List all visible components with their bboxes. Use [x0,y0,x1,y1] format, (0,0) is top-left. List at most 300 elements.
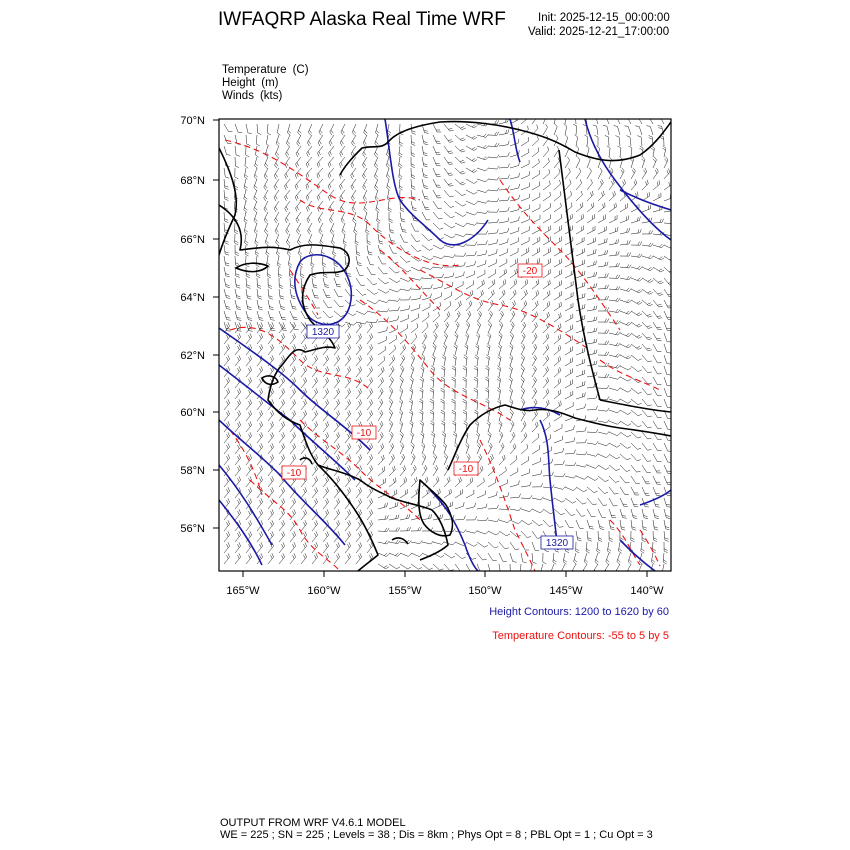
wind-barb-flag [228,322,230,326]
wind-barb-flag [315,522,317,526]
wind-barb [257,370,263,377]
wind-barb-flag [399,177,402,179]
wind-barb [488,423,490,432]
wind-barb-flag [390,230,394,231]
wind-barb-flag [623,518,627,519]
wind-barb-flag [589,526,593,527]
wind-barb-flag [462,151,466,152]
wind-barb-flag [412,456,414,459]
wind-barb-flag [558,391,559,395]
wind-barb-flag [472,558,476,559]
wind-barb [543,337,549,344]
wind-barb [477,508,486,510]
wind-barb-flag [330,151,332,155]
wind-barb-flag [420,388,423,390]
wind-barb [554,252,562,256]
wind-barb [235,447,241,454]
wind-barb [653,388,658,396]
wind-barb-flag [502,311,504,314]
wind-barb-flag [338,366,340,370]
wind-barb-flag [499,335,502,338]
wind-barb-flag [548,281,549,285]
wind-barb-flag [371,454,373,458]
wind-barb-flag [455,335,458,338]
wind-barb-flag [340,153,342,157]
wind-barb [279,546,285,553]
wind-barb-flag [427,323,428,327]
wind-barb-flag [416,477,417,481]
wind-barb-flag [439,218,443,219]
wind-barb-flag [333,252,336,254]
wind-barb [444,296,452,301]
wind-barb-flag [349,355,351,359]
wind-barb-flag [257,274,261,276]
wind-barb-flag [227,544,229,548]
wind-barb-flag [663,560,666,562]
wind-barb [620,267,629,268]
wind-barb-flag [486,504,487,508]
wind-barb-flag [560,334,561,338]
wind-barb [565,307,573,311]
wind-barb [653,197,661,201]
wind-barb-flag [396,335,397,339]
wind-barb [488,346,490,355]
wind-barb-flag [618,298,620,301]
wind-barb-flag [363,154,365,157]
wind-barb-flag [396,272,400,273]
wind-barb-flag [342,324,345,326]
wind-barb-flag [347,274,351,275]
wind-barb-flag [228,487,230,491]
wind-barb-flag [390,410,393,413]
wind-barb-flag [382,432,384,436]
wind-barb-flag [337,434,339,438]
wind-barb-flag [591,115,595,116]
wind-barb-flag [451,489,452,493]
wind-barb-flag [424,188,428,189]
wind-barb-flag [359,555,361,559]
wind-barb [290,300,293,309]
wind-barb [246,491,252,498]
wind-barb-flag [474,126,477,128]
wind-barb-flag [260,478,262,482]
wind-barb [576,465,585,467]
wind-barb-flag [348,368,350,372]
wind-barb-flag [315,467,317,471]
wind-barb-flag [418,527,420,531]
wind-barb [444,305,451,311]
wind-barb-flag [627,447,631,449]
wind-barb-flag [265,218,267,221]
wind-barb [543,359,549,366]
wind-barb-flag [474,368,477,370]
wind-barb-flag [630,159,633,162]
wind-barb-flag [237,298,241,299]
wind-barb [609,498,613,506]
wind-barb-flag [618,251,619,255]
wind-barb-flag [385,541,388,544]
wind-barb [224,289,226,298]
wind-barb-flag [559,527,563,528]
wind-barb [378,300,387,303]
wind-barb [532,326,538,333]
wind-barb-flag [353,196,355,200]
wind-barb-flag [596,283,597,287]
wind-barb-flag [294,553,296,557]
wind-barb [378,425,383,433]
wind-barb-flag [640,254,642,257]
wind-barb-flag [423,175,427,176]
wind-barb-flag [390,434,392,437]
wind-barb-flag [561,572,563,575]
wind-barb-flag [648,438,652,439]
wind-barb [290,557,296,564]
wind-barb-flag [442,432,445,434]
wind-barb [653,355,657,363]
wind-barb-flag [228,399,230,403]
wind-barb-flag [249,390,251,394]
wind-barb-flag [411,142,415,144]
wind-barb-flag [258,298,262,299]
wind-barb-flag [239,322,241,326]
wind-barb-flag [670,284,674,285]
wind-barb-flag [551,572,554,575]
wind-barb [543,230,551,235]
wind-barb-flag [381,399,383,403]
wind-barb-flag [412,199,416,200]
wind-barb [631,171,635,179]
wind-barb-flag [225,241,229,242]
wind-barb [642,520,643,529]
wind-barb [499,263,507,267]
wind-barb [488,553,493,561]
wind-barb [224,124,229,132]
wind-barb-flag [282,500,284,504]
wind-barb-flag [254,198,257,201]
wind-barb-flag [249,511,251,515]
wind-barb-flag [364,163,366,166]
wind-barb [620,487,625,495]
wind-barb-flag [569,168,571,172]
wind-barb-flag [287,141,290,144]
wind-barb-flag [562,500,565,502]
wind-barb [268,337,274,344]
wind-barb [295,179,301,186]
wind-barb-flag [255,243,258,246]
wind-barb-flag [354,218,357,221]
wind-barb-flag [272,454,274,458]
wind-barb-flag [616,365,619,368]
wind-barb-flag [617,457,621,459]
wind-barb-flag [650,268,653,271]
wind-barb-flag [463,368,467,370]
wind-barb [319,223,323,231]
wind-barb-flag [560,345,561,349]
wind-barb-flag [539,524,543,526]
wind-barb-flag [293,522,295,526]
wind-barb [565,296,573,300]
wind-barb-flag [432,432,435,435]
wind-barb-flag [385,503,386,507]
wind-barb-flag [659,257,662,259]
wind-barb-flag [611,168,613,171]
wind-barb-flag [459,302,460,306]
wind-barb-flag [338,498,340,502]
wind-barb [587,487,594,493]
wind-barb-flag [558,358,559,362]
wind-barb-flag [488,333,491,336]
wind-barb [576,476,584,479]
wind-barb-flag [510,388,513,391]
wind-barb-flag [498,388,501,391]
wind-barb-flag [283,520,285,524]
wind-barb-flag [604,572,606,576]
wind-barb [399,157,400,166]
wind-barb-flag [423,164,427,165]
wind-barb [565,520,570,528]
wind-barb [422,493,429,498]
wind-barb [477,357,478,366]
wind-barb-flag [277,141,280,144]
wind-barb-flag [316,366,318,370]
wind-barb [224,337,230,344]
wind-barb-flag [260,533,262,537]
wind-barb [235,278,236,287]
wind-barb [664,355,667,364]
wind-barb [246,359,252,366]
wind-barb [554,360,561,366]
wind-barb [609,421,617,424]
wind-barb-flag [615,493,619,494]
wind-barb [620,220,628,223]
wind-barb [455,275,464,278]
wind-barb [266,245,268,254]
wind-barb-flag [497,377,500,379]
wind-barb-flag [308,206,310,210]
wind-barb-flag [298,132,301,135]
wind-barb [329,135,334,143]
wind-barb [367,513,373,520]
wind-barb-flag [436,478,437,482]
wind-barb-flag [365,219,368,222]
wind-barb-flag [267,276,270,278]
wind-barb-flag [245,230,248,233]
wind-barb-flag [353,220,356,223]
wind-barb-flag [449,175,453,176]
wind-barb [334,425,340,432]
wind-barb-flag [464,355,467,357]
wind-barb-flag [411,153,415,155]
wind-barb-flag [464,243,466,246]
wind-barb-flag [295,175,297,179]
wind-barb-flag [609,538,613,540]
wind-barb [257,546,263,553]
wind-barb [653,333,658,341]
wind-barb [532,174,540,179]
wind-barb-flag [401,445,403,448]
wind-barb [257,403,263,410]
wind-barb-flag [226,298,230,299]
wind-barb-flag [319,141,321,145]
wind-barb-flag [305,520,307,524]
wind-barb [433,124,437,132]
wind-barb-flag [349,542,351,546]
wind-barb [609,148,610,157]
wind-barb-flag [315,544,317,548]
wind-barb-flag [366,230,369,232]
wind-barb-flag [245,254,248,256]
wind-barb-flag [316,509,318,513]
wind-barb [317,168,323,175]
wind-barb [642,245,651,246]
wind-barb-flag [478,322,481,325]
wind-barb-flag [649,136,653,138]
wind-barb [367,311,376,313]
wind-barb-flag [483,559,487,560]
wind-barb-flag [655,518,659,519]
wind-barb-flag [375,174,378,177]
wind-barb [433,135,437,143]
wind-barb [554,263,562,267]
wind-barb-flag [238,368,240,372]
wind-barb-flag [409,288,412,291]
wind-barb-flag [399,164,402,166]
wind-barb-flag [616,343,619,346]
wind-barb-flag [442,283,443,287]
wind-barb [290,311,294,319]
wind-barb [642,278,650,283]
wind-barb-flag [546,335,547,339]
coastlines [219,122,671,571]
wind-barb-flag [413,467,415,471]
wind-barb-flag [633,518,637,519]
wind-barb-flag [317,164,319,168]
wind-barb-flag [527,444,528,448]
wind-barb-flag [637,301,640,303]
wind-barb [411,337,417,344]
wind-barb-flag [337,489,339,493]
wind-barb [389,329,397,333]
wind-barb-flag [313,285,317,286]
wind-barb-flag [286,207,288,211]
wind-barb [554,317,561,322]
wind-barb-flag [415,334,417,338]
wind-barb [521,209,529,212]
wind-barb-flag [522,355,525,358]
wind-barb [389,320,398,322]
wind-barb-flag [482,281,483,285]
wind-barb-flag [308,231,310,234]
wind-barb-flag [543,562,547,564]
wind-barb-flag [249,368,251,372]
wind-barb-flag [316,399,318,403]
wind-barb [345,359,351,366]
wind-barb-flag [475,357,478,359]
wind-barb-flag [364,152,366,155]
wind-barb-flag [501,445,503,449]
wind-barb-flag [596,339,597,343]
wind-barb-flag [452,399,456,401]
wind-barb-flag [374,293,378,295]
wind-barb [598,183,603,190]
wind-barb [268,513,274,520]
wind-barb-flag [657,316,661,317]
wind-barb-flag [254,187,257,190]
wind-barb [389,424,393,432]
wind-barb-flag [453,273,454,277]
wind-barb-flag [338,377,340,381]
wind-barb [653,210,662,212]
wind-barb [532,531,537,538]
wind-barb [477,304,483,311]
wind-barb-flag [527,279,528,283]
wind-barb [510,509,519,511]
wind-barb-flag [519,217,520,221]
wind-barb-flag [360,421,362,425]
wind-barb-flag [592,191,593,195]
wind-barb-flag [638,337,642,339]
wind-barb-flag [326,390,328,394]
wind-barb-flag [559,402,560,406]
wind-barb-flag [239,531,241,535]
wind-barb [312,480,318,487]
wind-barb-flag [258,296,262,297]
wind-barb-flag [463,377,467,379]
wind-barb-flag [508,129,509,133]
wind-barb [367,337,373,344]
wind-barb [362,157,367,165]
wind-barb-flag [475,346,478,349]
wind-barb-flag [272,421,274,425]
wind-barb-flag [330,132,332,135]
wind-barb [279,300,281,309]
wind-barb-flag [271,500,273,504]
wind-barb-flag [341,220,343,223]
wind-barb [323,502,329,509]
wind-barb-flag [228,520,230,524]
wind-barb [411,469,416,476]
wind-barb [378,470,385,476]
wind-barb-flag [348,379,350,383]
wind-barb-flag [508,196,509,200]
wind-barb-flag [239,553,241,557]
wind-barb [521,520,529,525]
wind-barb-flag [399,188,402,190]
wind-barb-flag [377,221,380,223]
wind-barb-flag [286,242,289,245]
wind-barb-flag [402,230,406,231]
wind-barb-flag [341,207,343,210]
wind-barb-flag [474,544,477,546]
wind-barb-flag [272,432,274,436]
wind-barb [317,190,323,197]
wind-barb-flag [605,274,606,278]
wind-barb-flag [374,176,377,179]
model-settings: WE = 225 ; SN = 225 ; Levels = 38 ; Dis = 8km ; Phys Opt = 8 ; PBL Opt = 1 ; Cu Opt = 3 [220,829,653,841]
wind-barb-flag [371,509,373,513]
wind-barb-flag [626,311,629,314]
wind-barb [352,135,357,143]
wind-barb-flag [304,412,306,416]
wind-barb-flag [327,542,329,546]
wind-barb-flag [462,162,466,163]
wind-barb-flag [282,522,284,526]
wind-barb-flag [398,298,400,301]
wind-barb [246,289,247,298]
wind-barb [264,179,268,187]
wind-barb-flag [428,313,429,317]
wind-barb [565,487,573,491]
